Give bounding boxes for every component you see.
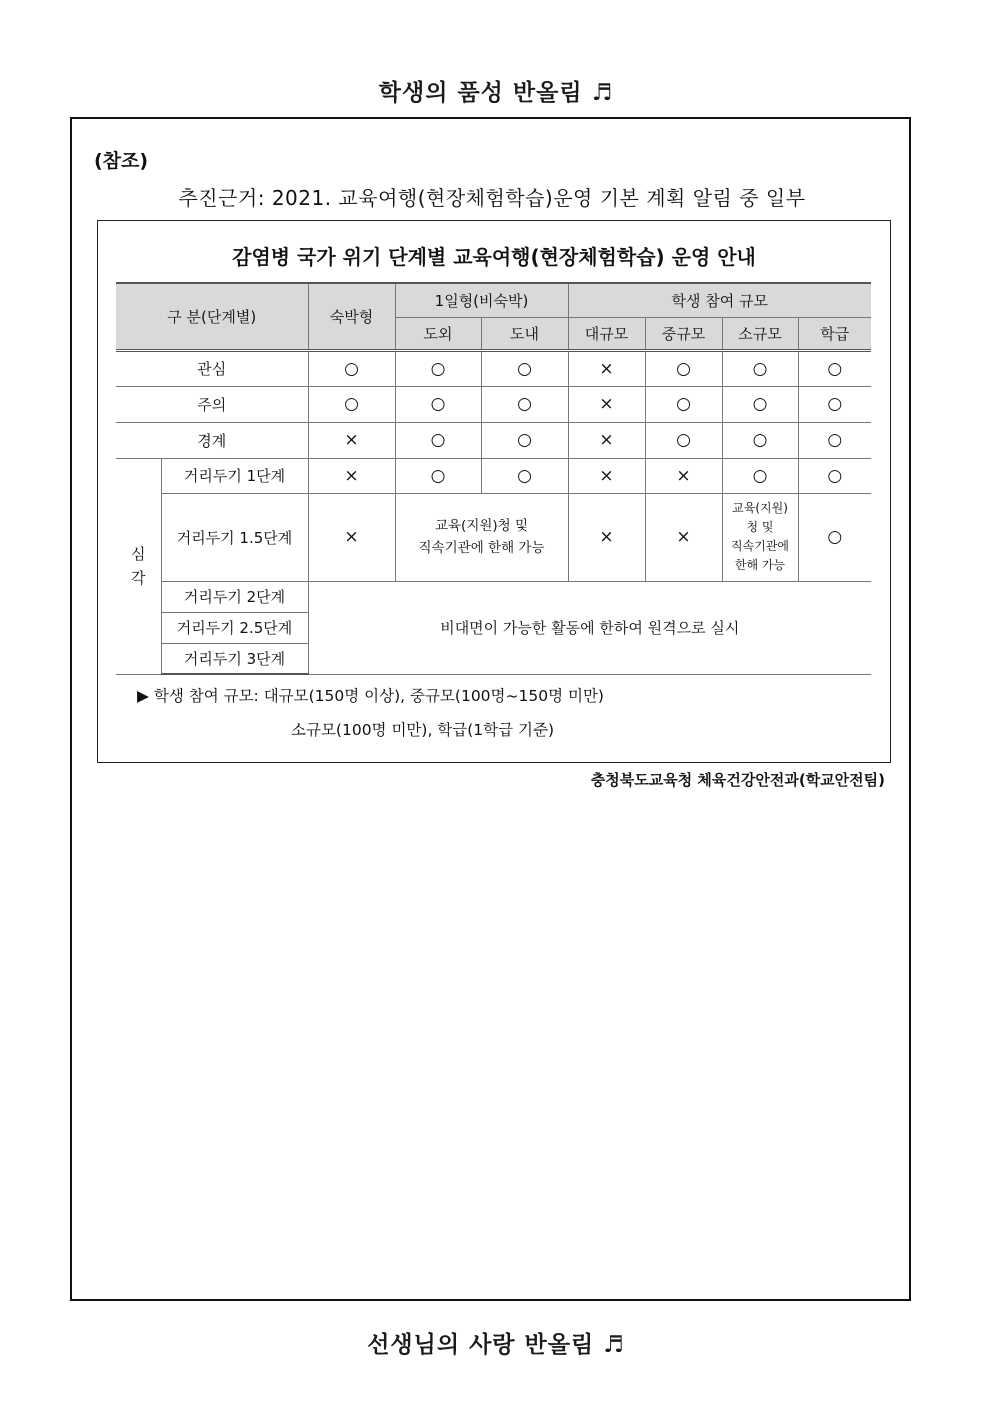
status-cell: ○ bbox=[798, 493, 871, 581]
status-cell: ○ bbox=[308, 350, 395, 386]
status-cell: ○ bbox=[722, 350, 798, 386]
status-cell: ○ bbox=[722, 422, 798, 458]
status-cell: ○ bbox=[481, 386, 568, 422]
serious-label: 심 각 bbox=[116, 458, 161, 674]
stage-label: 거리두기 3단계 bbox=[161, 643, 308, 674]
scale-note-line2: 소규모(100명 미만), 학급(1학급 기준) bbox=[291, 721, 555, 739]
stage-label: 거리두기 2단계 bbox=[161, 581, 308, 612]
header-large: 대규모 bbox=[568, 317, 645, 350]
status-cell: × bbox=[568, 386, 645, 422]
footer-title: 선생님의 사랑 반올림 ♬ bbox=[367, 1331, 625, 1358]
basis-line: 추진근거: 2021. 교육여행(현장체험학습)운영 기본 계획 알림 중 일부 bbox=[178, 186, 806, 210]
header-inside: 도내 bbox=[481, 317, 568, 350]
header-overnight: 숙박형 bbox=[308, 283, 395, 350]
status-cell: ○ bbox=[798, 350, 871, 386]
stage-label: 주의 bbox=[116, 386, 308, 422]
status-cell: ○ bbox=[798, 386, 871, 422]
status-cell: × bbox=[568, 458, 645, 493]
status-cell: ○ bbox=[395, 458, 481, 493]
status-cell: ○ bbox=[722, 386, 798, 422]
status-cell: ○ bbox=[395, 386, 481, 422]
status-cell: ○ bbox=[308, 386, 395, 422]
header-outside: 도외 bbox=[395, 317, 481, 350]
stage-guide-table bbox=[116, 282, 871, 675]
status-cell: × bbox=[645, 458, 722, 493]
header-small: 소규모 bbox=[722, 317, 798, 350]
header-division: 구 분(단계별) bbox=[116, 283, 308, 350]
table-row bbox=[116, 493, 871, 581]
header-participation: 학생 참여 규모 bbox=[568, 283, 871, 317]
table-row bbox=[116, 458, 871, 493]
status-cell: ○ bbox=[645, 350, 722, 386]
table-title: 감염병 국가 위기 단계별 교육여행(현장체험학습) 운영 안내 bbox=[232, 245, 756, 269]
status-cell: ○ bbox=[481, 458, 568, 493]
status-cell: ○ bbox=[395, 422, 481, 458]
status-cell: × bbox=[645, 493, 722, 581]
status-cell: ○ bbox=[645, 422, 722, 458]
source-credit: 충청북도교육청 체육건강안전과(학교안전팀) bbox=[590, 771, 885, 789]
header-title: 학생의 품성 반올림 ♬ bbox=[378, 79, 614, 106]
table-row bbox=[116, 350, 871, 386]
status-cell: ○ bbox=[481, 422, 568, 458]
status-cell: × bbox=[308, 422, 395, 458]
status-cell: × bbox=[568, 493, 645, 581]
status-cell: ○ bbox=[722, 458, 798, 493]
header-day-trip: 1일형(비숙박) bbox=[395, 283, 568, 317]
table-row bbox=[116, 422, 871, 458]
status-cell: ○ bbox=[645, 386, 722, 422]
day-trip-note: 교육(지원)청 및 직속기관에 한해 가능 bbox=[395, 493, 568, 581]
status-cell: × bbox=[308, 458, 395, 493]
header-class: 학급 bbox=[798, 317, 871, 350]
status-cell: ○ bbox=[798, 422, 871, 458]
small-scale-note: 교육(지원) 청 및 직속기관에 한해 가능 bbox=[722, 493, 798, 581]
header-medium: 중규모 bbox=[645, 317, 722, 350]
status-cell: ○ bbox=[798, 458, 871, 493]
scale-note-line1: ▶ 학생 참여 규모: 대규모(150명 이상), 중규모(100명~150명 미만) bbox=[137, 687, 604, 705]
table-row bbox=[116, 386, 871, 422]
stage-label: 관심 bbox=[116, 350, 308, 386]
status-cell: × bbox=[568, 350, 645, 386]
status-cell: ○ bbox=[481, 350, 568, 386]
remote-note: 비대면이 가능한 활동에 한하여 원격으로 실시 bbox=[308, 581, 871, 674]
stage-label: 거리두기 1.5단계 bbox=[161, 493, 308, 581]
status-cell: × bbox=[308, 493, 395, 581]
table-row bbox=[116, 581, 871, 612]
reference-label: (참조) bbox=[94, 150, 149, 172]
stage-label: 거리두기 1단계 bbox=[161, 458, 308, 493]
stage-label: 경계 bbox=[116, 422, 308, 458]
status-cell: ○ bbox=[395, 350, 481, 386]
stage-label: 거리두기 2.5단계 bbox=[161, 612, 308, 643]
status-cell: × bbox=[568, 422, 645, 458]
